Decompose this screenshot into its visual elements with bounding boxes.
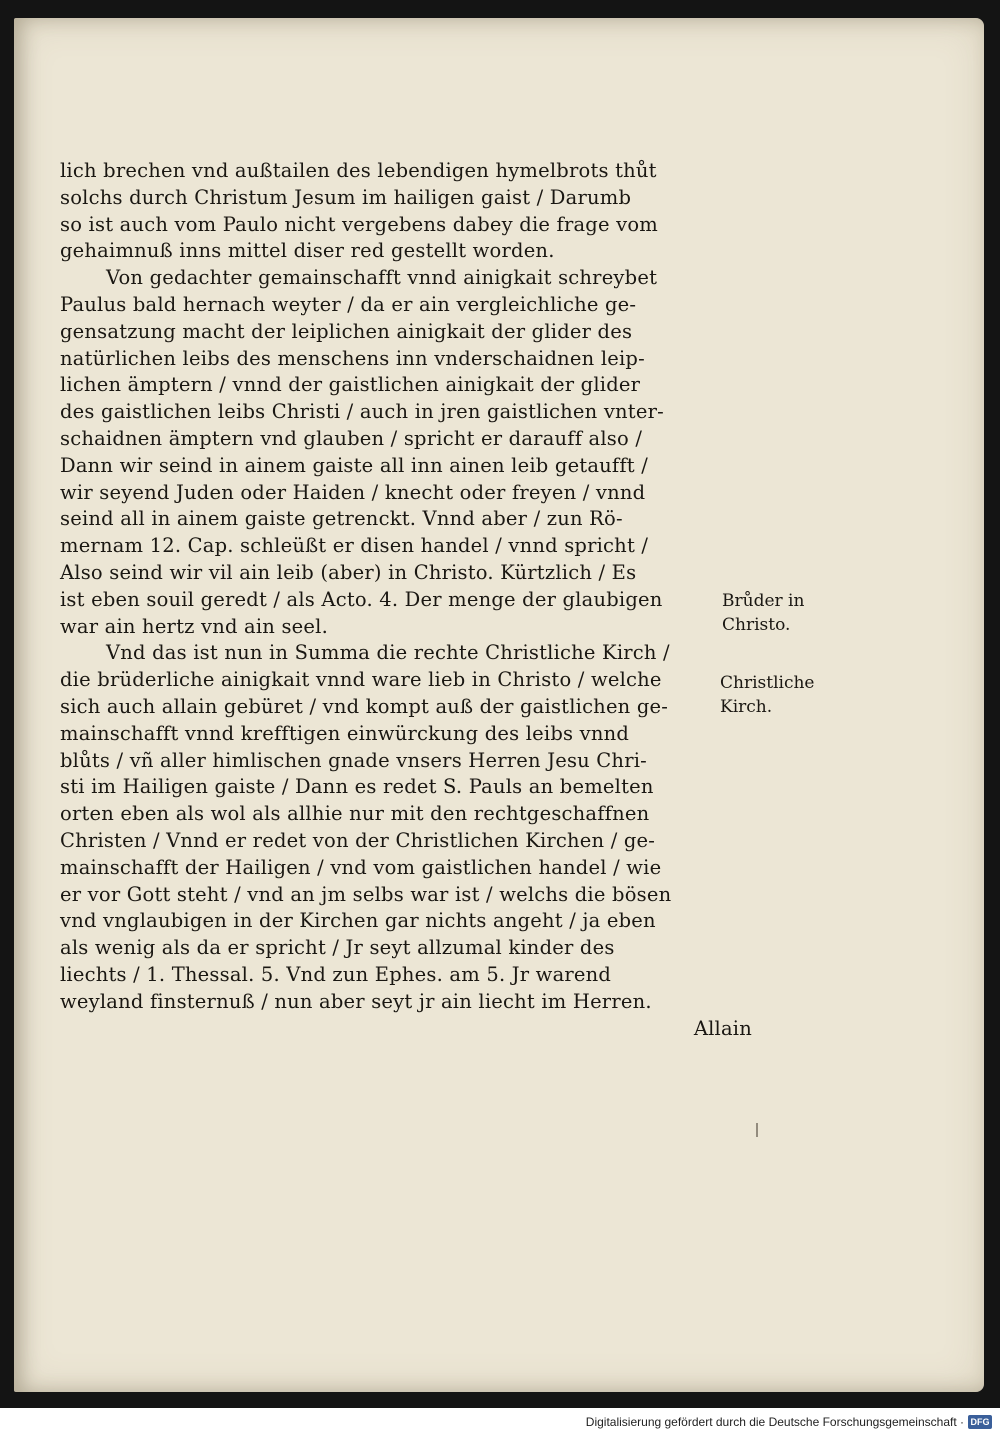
text-line: sti im Hailigen gaiste / Dann es redet S. Pauls an bemelten xyxy=(60,775,654,799)
marginal-note-brueder xyxy=(722,589,804,637)
text-line: blůts / vñ aller himlischen gnade vnsers Herren Jesu Chri- xyxy=(60,748,647,772)
text-line: gensatzung macht der leiplichen ainigkait der glider des xyxy=(60,319,633,343)
text-line: Vnd das ist nun in Summa die rechte Christliche Kirch / xyxy=(106,641,670,665)
text-line: Paulus bald hernach weyter / da er ain vergleichliche ge- xyxy=(60,292,637,316)
text-line: solchs durch Christum Jesum im hailigen gaist / Darumb xyxy=(60,185,632,209)
text-line: Christen / Vnnd er redet von der Christlichen Kirchen / ge- xyxy=(60,828,656,852)
text-line: lich brechen vnd außtailen des lebendigen hymelbrots thůt xyxy=(60,159,657,182)
text-line: liechts / 1. Thessal. 5. Vnd zun Ephes. am 5. Jr warend xyxy=(60,962,612,986)
text-line: natürlichen leibs des menschens inn vnderschaidnen leip- xyxy=(60,346,645,370)
text-line: war ain hertz vnd ain seel. xyxy=(60,614,328,638)
text-line: Dann wir seind in ainem gaiste all inn ainen leib getaufft / xyxy=(60,453,648,477)
text-line: mainschafft der Hailigen / vnd vom gaistlichen handel / wie xyxy=(60,855,662,879)
marginal-note-line: Christo. xyxy=(722,615,791,635)
text-line: weyland finsternuß / nun aber seyt jr ain liecht im Herren. xyxy=(60,989,652,1013)
marginal-note-kirch xyxy=(720,671,814,719)
marginal-note-line: Brůder in xyxy=(722,591,805,611)
text-line: gehaimnuß inns mittel diser red gestellt worden. xyxy=(60,239,555,263)
dfg-logo-icon: DFG xyxy=(968,1415,992,1429)
text-line: des gaistlichen leibs Christi / auch in jren gaistlichen vnter- xyxy=(60,400,664,424)
text-line: so ist auch vom Paulo nicht vergebens dabey die frage vom xyxy=(60,212,658,236)
text-line: Also seind wir vil ain leib (aber) in Christo. Kürtzlich / Es xyxy=(60,560,637,584)
text-line: die brüderliche ainigkait vnnd ware lieb in Christo / welche xyxy=(60,668,662,692)
text-line: wir seyend Juden oder Haiden / knecht oder freyen / vnnd xyxy=(60,480,646,504)
funding-credit: Digitalisierung gefördert durch die Deutsche Forschungsgemeinschaft · xyxy=(585,1415,964,1429)
text-line: orten eben als wol als allhie nur mit den rechtgeschaffnen xyxy=(60,802,650,826)
main-text-block xyxy=(60,158,760,1042)
text-line: schaidnen ämptern vnd glauben / spricht er darauff also / xyxy=(60,426,643,450)
text-line: lichen ämptern / vnnd der gaistlichen ainigkait der glider xyxy=(60,373,641,397)
footer-bar xyxy=(0,1408,1000,1437)
text-line: mernam 12. Cap. schleüßt er disen handel / vnnd spricht / xyxy=(60,534,649,558)
ink-mark xyxy=(756,1123,758,1137)
text-line: mainschafft vnnd krefftigen einwürckung des leibs vnnd xyxy=(60,721,630,745)
text-line: vnd vnglaubigen in der Kirchen gar nichts angeht / ja eben xyxy=(60,909,656,933)
text-line: er vor Gott steht / vnd an jm selbs war ist / welchs die bösen xyxy=(60,882,672,906)
marginal-note-line: Kirch. xyxy=(720,697,773,717)
marginal-note-line: Christliche xyxy=(720,673,815,693)
catchword: Allain xyxy=(693,1016,752,1040)
text-line: seind all in ainem gaiste getrenckt. Vnnd aber / zun Rö- xyxy=(60,507,623,531)
book-page xyxy=(14,18,984,1392)
text-line: Von gedachter gemainschafft vnnd ainigkait schreybet xyxy=(106,266,658,290)
text-line: sich auch allain gebüret / vnd kompt auß der gaistlichen ge- xyxy=(60,694,669,718)
text-line: als wenig als da er spricht / Jr seyt allzumal kinder des xyxy=(60,936,615,960)
text-line: ist eben souil geredt / als Acto. 4. Der menge der glaubigen xyxy=(60,587,663,611)
